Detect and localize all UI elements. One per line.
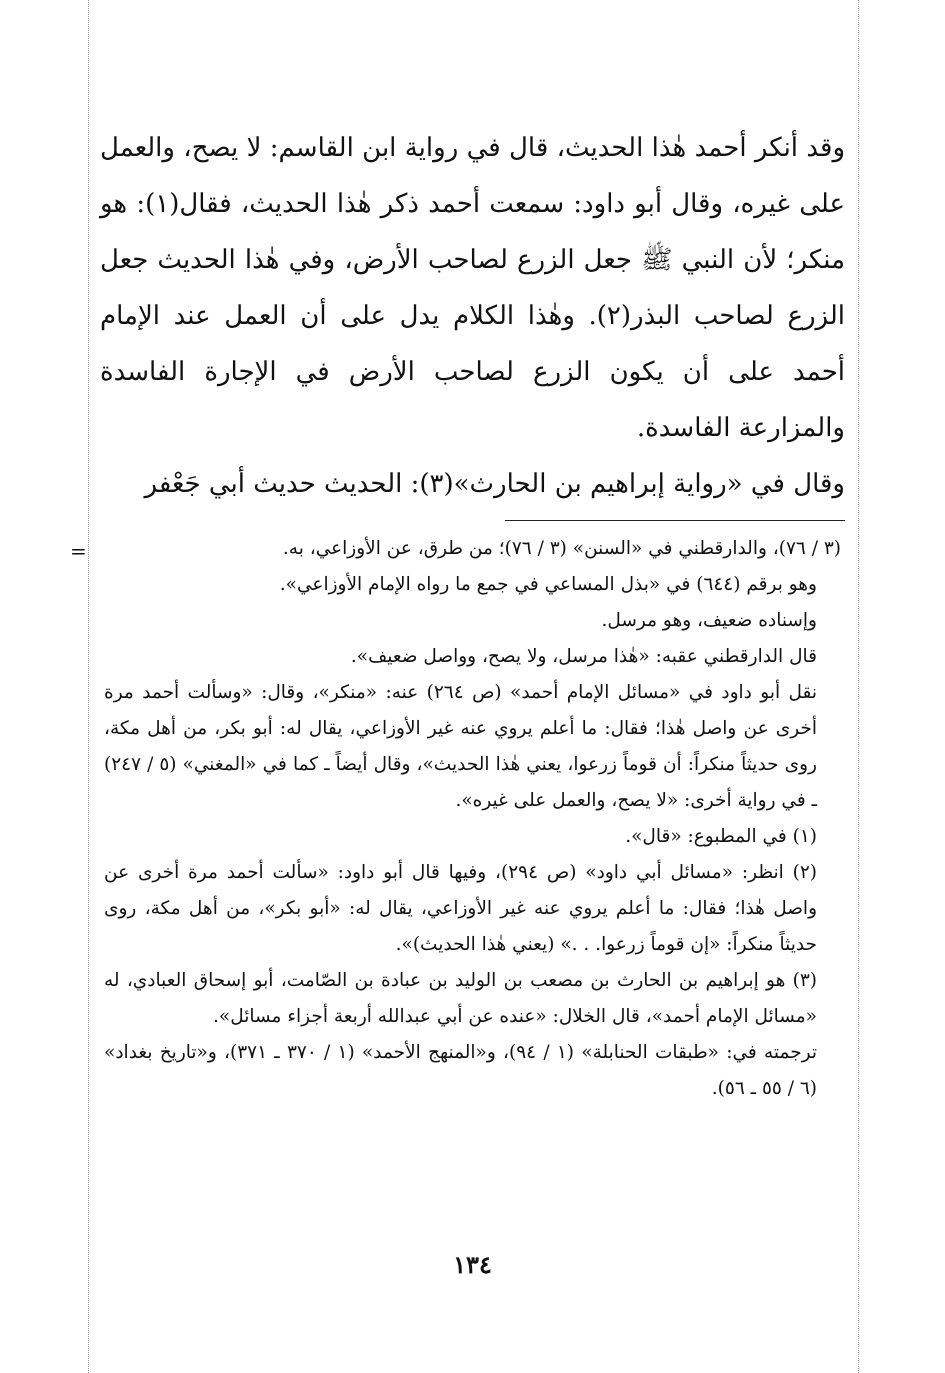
main-paragraph: وقد أنكر أحمد هٰذا الحديث، قال في رواية ابن القاسم: لا يصح، والعمل على غيره، وقال أبو داود: سمعت أحمد ذكر هٰذا الحديث، فقال(١): هو منكر؛ لأن النبي ﷺ جعل الزرع لصاحب الأرض، وفي هٰذا الحديث جعل الزرع لصاحب البذر(٢). وهٰذا الكلام يدل على أن العمل عند الإمام أحمد على أن يكون الزرع لصاحب الأرض في الإجارة الفاسدة والمزارعة الفاسدة. bbox=[100, 133, 846, 443]
continuation-mark: = bbox=[70, 539, 87, 563]
footnotes bbox=[70, 531, 845, 1107]
footnote-line: وإسناده ضعيف، وهو مرسل. bbox=[601, 610, 817, 631]
margin-guide-line bbox=[88, 0, 89, 1373]
page-number: ١٣٤ bbox=[453, 1250, 492, 1279]
footnote-3: (٣) هو إبراهيم بن الحارث بن مصعب بن الوليد بن عبادة بن الصّامت، أبو إسحاق العبادي، له «مسائل الإمام أحمد»، قال الخلال: «عنده عن أبي عبدالله أربعة أجزاء مسائل». bbox=[104, 970, 817, 1027]
footnote-1: (١) في المطبوع: «قال». bbox=[625, 826, 817, 847]
margin-guide-line bbox=[858, 0, 859, 1373]
main-text bbox=[100, 120, 845, 456]
footnote-line: نقل أبو داود في «مسائل الإمام أحمد» (ص ٢٦٤) عنه: «منكر»، وقال: «وسألت أحمد مرة أخرى عن واصل هٰذا؛ فقال: ما أعلم يروي عنه غير الأوزاعي، يقال له: أبو بكر، من أهل مكة، روى حديثاً منكراً: أن قوماً زرعوا، يعني هٰذا الحديث»، وقال أيضاً ـ كما في «المغني» (٥ / ٢٤٧) ـ في رواية أخرى: «لا يصح، والعمل على غيره». bbox=[104, 682, 818, 811]
continuation-line: وقال في «رواية إبراهيم بن الحارث»(٣): الحديث حديث أبي جَعْفر bbox=[144, 469, 845, 499]
footnote-2: (٢) انظر: «مسائل أبي داود» (ص ٢٩٤)، وفيها قال أبو داود: «سألت أحمد مرة أخرى عن واصل هٰذا؛ فقال: ما أعلم يروي عنه غير الأوزاعي، يقال له: «أبو بكر»، من أهل مكة، روى حديثاً منكراً: «إن قوماً زرعوا. . .» (يعني هٰذا الحديث)». bbox=[104, 862, 817, 955]
page-content bbox=[70, 120, 846, 1107]
footnote-line: قال الدارقطني عقبه: «هٰذا مرسل، ولا يصح، وواصل ضعيف». bbox=[350, 646, 817, 667]
footnote-line: (٣ / ٧٦)، والدارقطني في «السنن» (٣ / ٧٦)؛ من طرق، عن الأوزاعي، به. bbox=[282, 538, 841, 559]
footnote-line: وهو برقم (٦٤٤) في «بذل المساعي في جمع ما رواه الإمام الأوزاعي». bbox=[279, 574, 817, 595]
footnote-line: ترجمته في: «طبقات الحنابلة» (١ / ٩٤)، و«المنهج الأحمد» (١ / ٣٧٠ ـ ٣٧١)، و«تاريخ بغداد» (٦ / ٥٥ ـ ٥٦). bbox=[104, 1042, 817, 1099]
footnote-separator bbox=[505, 520, 845, 521]
